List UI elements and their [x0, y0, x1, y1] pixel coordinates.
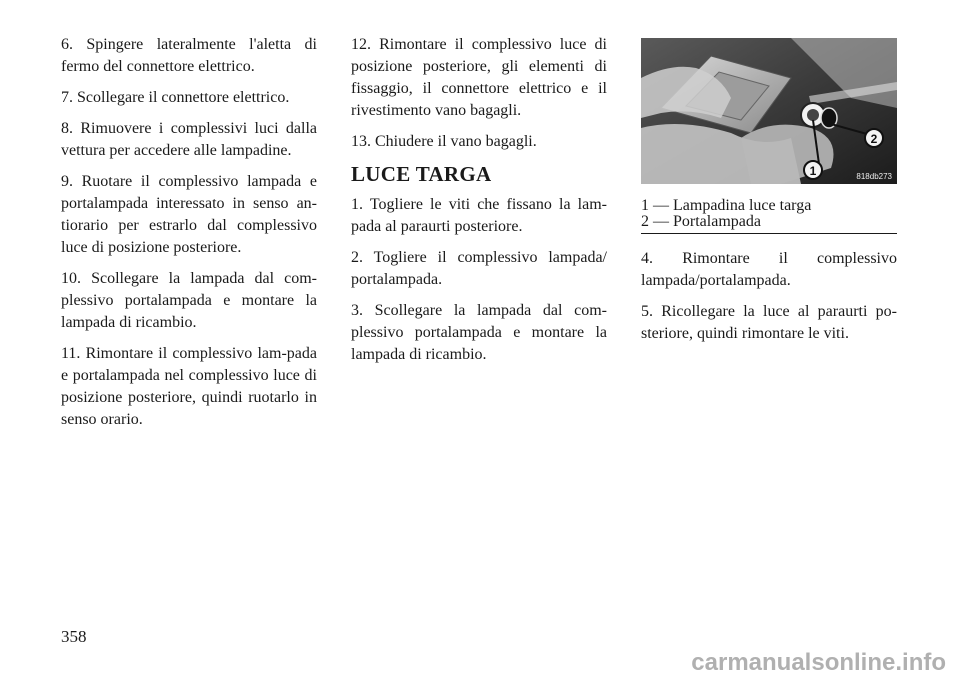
license-lamp-illustration: [641, 38, 897, 184]
figure-code: 818db273: [856, 172, 892, 181]
page-number: 358: [61, 627, 87, 646]
text-column-left: [61, 34, 317, 440]
step-11: 11. Rimontare il complessivo lam-pada e portalampada nel complessivo luce di posizione posteriore, quindi ruotarlo in senso orario.: [61, 345, 317, 428]
text-column-middle: [351, 34, 607, 375]
plate-step-5: 5. Ricollegare la luce al paraurti po-steriore, quindi rimontare le viti.: [641, 303, 897, 342]
caption-line-1: 1 — Lampadina luce targa: [641, 197, 812, 214]
step-13: 13. Chiudere il vano bagagli.: [351, 133, 537, 150]
step-6: 6. Spingere lateralmente l'aletta di fermo del connettore elettrico.: [61, 36, 317, 75]
step-9: 9. Ruotare il complessivo lampada e portalampada interessato in senso an-tiorario per estrarlo dal complessivo luce di posizione posteriore.: [61, 173, 317, 256]
step-12: 12. Rimontare il complessivo luce di posizione posteriore, gli elementi di fissaggio, il connettore elettrico e il rivestimento vano bagagli.: [351, 36, 607, 119]
callout-2-label: 2: [870, 132, 878, 146]
caption-line-2: 2 — Portalampada: [641, 213, 761, 230]
text-column-right: [641, 34, 897, 354]
plate-step-2: 2. Togliere il complessivo lampada/ portalampada.: [351, 249, 607, 288]
watermark: carmanualsonline.info: [691, 649, 946, 676]
plate-step-1: 1. Togliere le viti che fissano la lam-pada al paraurti posteriore.: [351, 196, 607, 235]
plate-step-4: 4. Rimontare il complessivo lampada/portalampada.: [641, 250, 897, 289]
step-10: 10. Scollegare la lampada dal com-plessivo portalampada e montare la lampada di ricambio.: [61, 270, 317, 331]
step-8: 8. Rimuovere i complessivi luci dalla vettura per accedere alle lampadine.: [61, 120, 317, 159]
figure-caption: [641, 198, 897, 230]
caption-divider: [641, 233, 897, 234]
callout-1-label: 1: [809, 164, 817, 178]
plate-step-3: 3. Scollegare la lampada dal com-plessivo portalampada e montare la lampada di ricambio.: [351, 302, 607, 363]
step-7: 7. Scollegare il connettore elettrico.: [61, 89, 290, 106]
section-heading: LUCE TARGA: [351, 162, 492, 186]
license-lamp-photo: [641, 38, 897, 184]
